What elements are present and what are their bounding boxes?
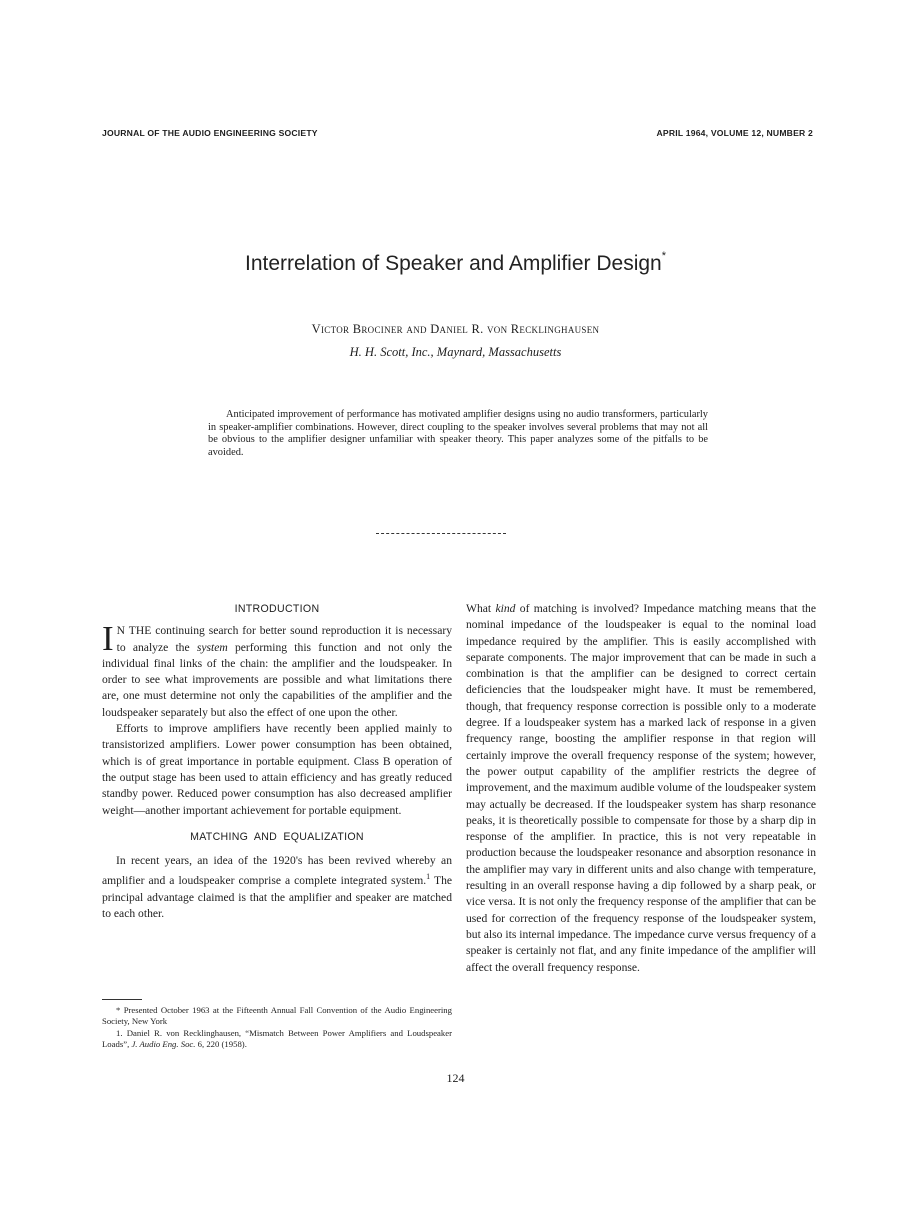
- footnote-2-journal: J. Audio Eng. Soc.: [131, 1039, 196, 1050]
- right-p1-emphasis: kind: [495, 602, 516, 615]
- matching-p1-b: The principal advantage claimed is that the amplifier and speaker are matched to each other.: [102, 874, 453, 920]
- intro-paragraph-1: [102, 619, 452, 721]
- matching-p1-a: In recent years, an idea of the 1920's has been revived whereby an amplifier and a loudspeaker comprise a complete integrated system.: [102, 854, 452, 888]
- right-p1-a: What: [466, 602, 496, 615]
- introduction-heading: INTRODUCTION: [234, 603, 320, 615]
- page-number: 124: [446, 1071, 465, 1085]
- footnote-2-b: 6, 220 (1958).: [195, 1039, 247, 1050]
- section-separator: [376, 533, 506, 534]
- issue-info: APRIL 1964, VOLUME 12, NUMBER 2: [656, 128, 813, 138]
- footnote-presented: * Presented October 1963 at the Fifteenth Annual Fall Convention of the Audio Engineering Society, New York: [102, 1005, 452, 1027]
- article-title-text: Interrelation of Speaker and Amplifier Design: [244, 252, 662, 275]
- footnote-2-a: 1. Daniel R. von Recklinghausen, “Mismatch Between Power Amplifiers and Loudspeaker Loads”,: [102, 1028, 452, 1050]
- matching-paragraph-2: [466, 601, 816, 976]
- intro-p1-lead: N THE continuing search for better sound reproduction it is necessary to analyze the: [116, 624, 452, 654]
- intro-p1-emphasis: system: [196, 640, 228, 654]
- right-column: [466, 601, 816, 976]
- journal-name: JOURNAL OF THE AUDIO ENGINEERING SOCIETY: [102, 128, 318, 138]
- title-footnote-mark: *: [661, 250, 666, 262]
- abstract: Anticipated improvement of performance has motivated amplifier designs using no audio transformers, particularly in speaker-amplifier combinations. However, direct coupling to the speaker involves several problems that may not all be obvious to the amplifier designer unfamiliar with speaker theory. This paper analyzes some of the pitfalls to be avoided.: [208, 409, 708, 458]
- matching-heading: MATCHING AND EQUALIZATION: [190, 830, 364, 843]
- author-line: Victor Brociner and Daniel R. von Recklinghausen: [311, 322, 600, 336]
- footnote-reference-1: [102, 1028, 452, 1050]
- reference-mark: 1: [426, 872, 431, 882]
- drop-cap: I: [102, 619, 114, 659]
- affiliation-line: H. H. Scott, Inc., Maynard, Massachusetts: [349, 345, 562, 359]
- right-p1-b: of matching is involved? Impedance matching means that the nominal impedance of the loudspeaker is equal to the nominal load impedance required by the amplifier. This is easily accomplished with separate components. The major improvement that can be made in such a combination is that the amplifier can be designed to correct certain deficiencies that the loudspeaker might have. It must be remembered, though, that frequency response correction is possible only to a moderate degree. If a loudspeaker system has a marked lack of response in a given frequency range, boosting the amplifier response in that region will certainly improve the overall frequency response of the system; however, the power output capability of the amplifier restricts the degree of improvement, and the maximum audible volume of the loudspeaker system may actually be decreased. If the loudspeaker system has sharp resonance peaks, it is theoretically possible to compensate for those by a sharp dip in response of the amplifier. In practice, this is not very repeatable in production because the loudspeaker resonance and absorption resonance in the amplifier may vary in different units and also change with temperature, resulting in an overall response having a dip followed by a sharp peak, or vice versa. It is not only the frequency response of the amplifier that can be used for correction of the frequency response of the loudspeaker system, but also its internal impedance. The impedance curve versus frequency of a speaker is certainly not flat, and any finite impedance of the amplifier will affect the overall frequency response.: [466, 602, 816, 974]
- footnote-rule: [102, 999, 142, 1000]
- matching-paragraph-1: [102, 853, 452, 922]
- intro-p1-rest: performing this function and not only the individual final links of the chain: the amplifier and the loudspeaker. In order to see what improvements are possible and what limitations there are, one must determine not only the capabilities of the amplifier and the loudspeaker separately but also the effect of one upon the other.: [102, 640, 452, 719]
- article-title: [0, 252, 911, 276]
- left-column: [102, 601, 452, 922]
- intro-paragraph-2: Efforts to improve amplifiers have recently been applied mainly to transistorized amplifiers. Lower power consumption has been obtained, which is of great importance in portable equipment. Class B operation of the output stage has been used to attain efficiency and has greatly reduced standby power. Reduced power consumption has also decreased amplifier weight—another important achievement for portable equipment.: [102, 722, 452, 817]
